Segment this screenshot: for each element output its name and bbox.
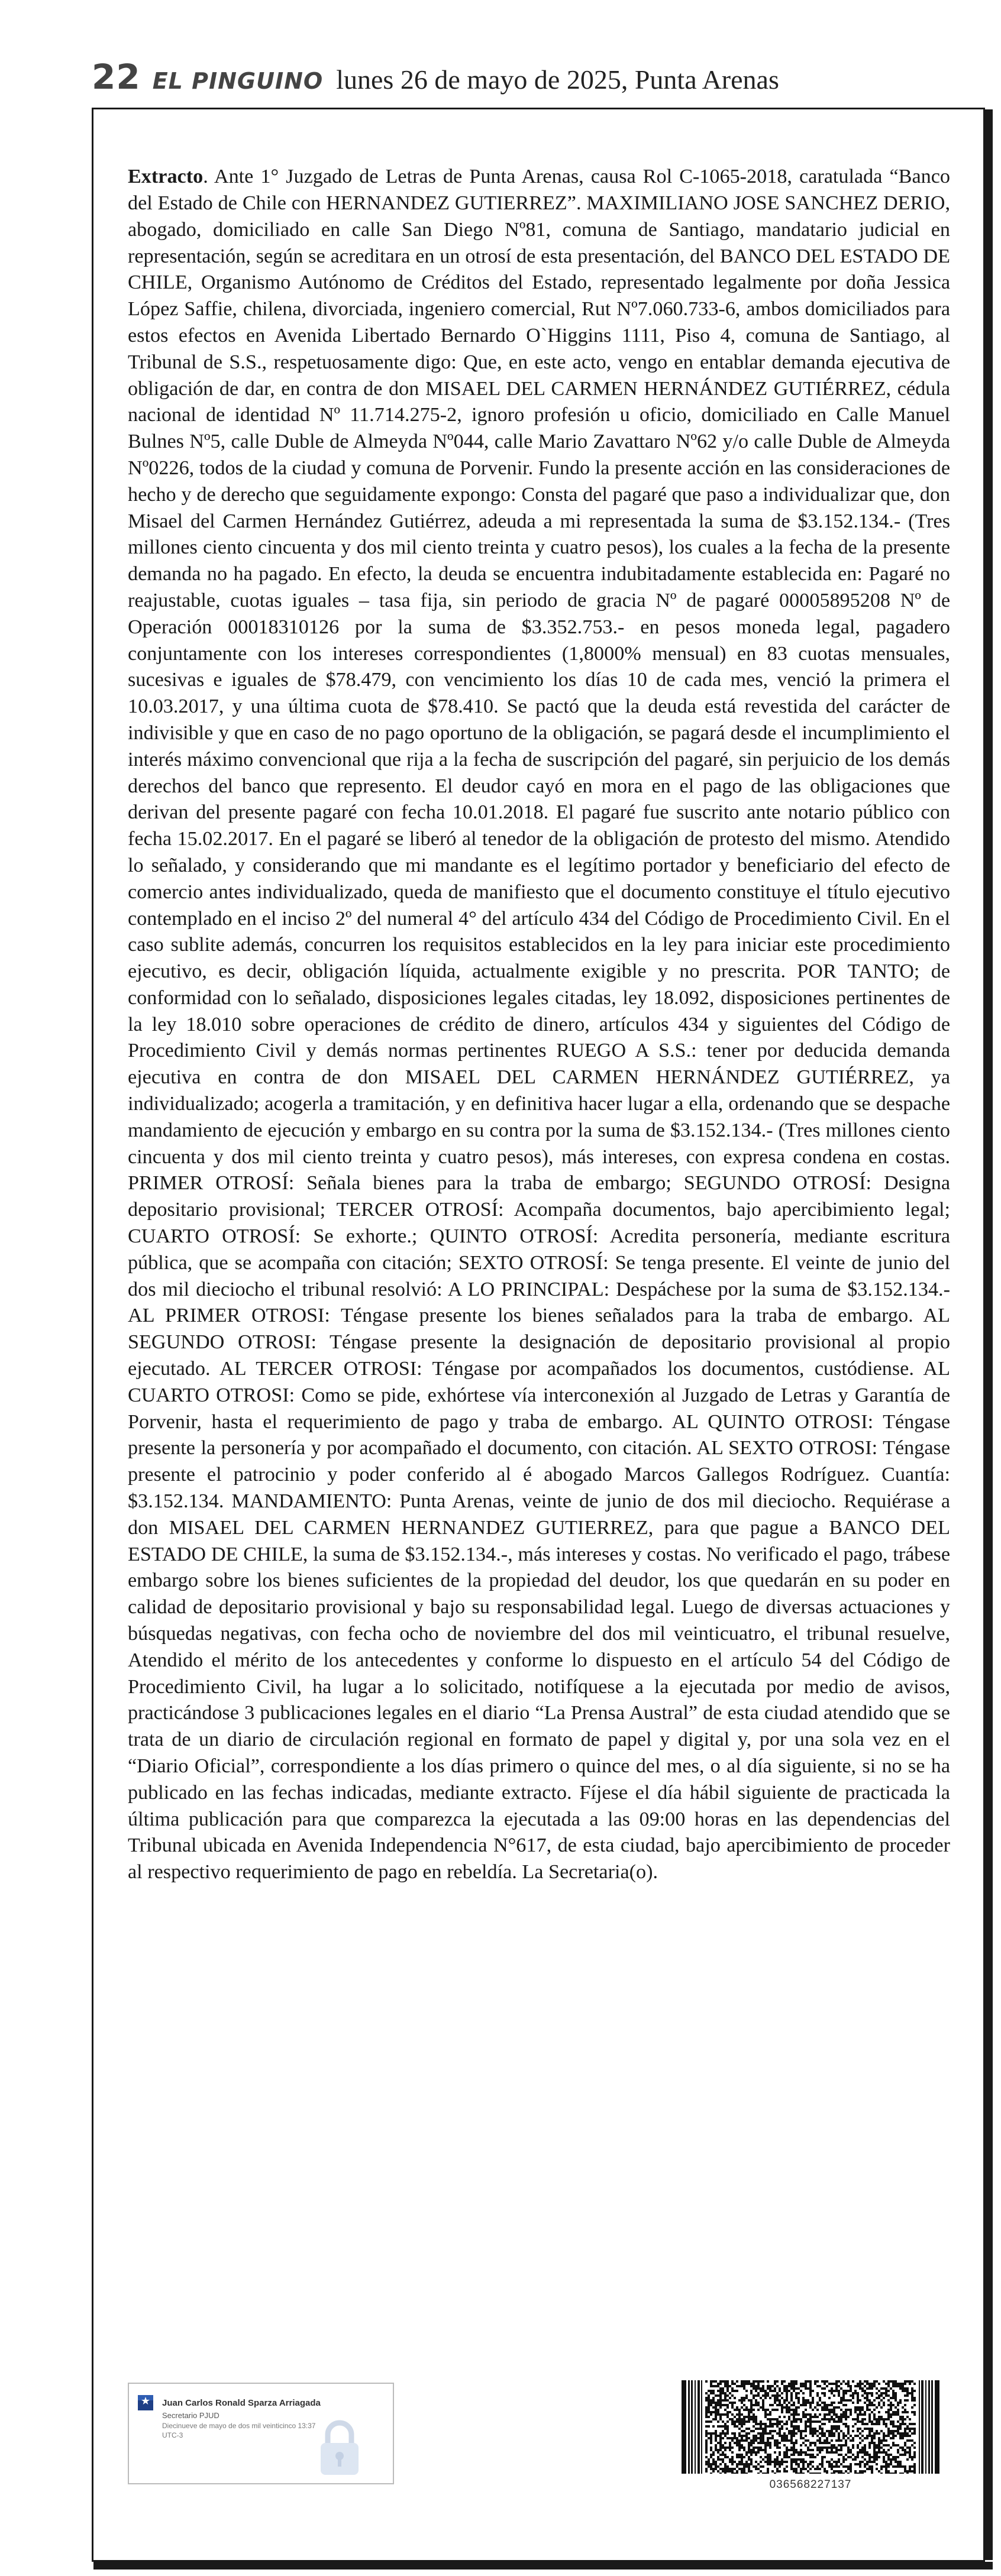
signer-name: Juan Carlos Ronald Sparza Arriagada — [162, 2398, 321, 2408]
newspaper-logo: EL PINGUINO — [152, 68, 324, 94]
signature-timezone: UTC-3 — [162, 2431, 183, 2439]
notice-body: . Ante 1° Juzgado de Letras de Punta Arenas, causa Rol C-1065-2018, caratulada “Banco del Estado de Chile con HERNANDEZ GUTIERREZ”. MAXIMILIANO JOSE SANCHEZ DERIO, abogado, domiciliado en calle San Diego Nº81, comuna de Santiago, mandatario judicial en representación, según se acreditara en un otrosí de esta presentación, del BANCO DEL ESTADO DE CHILE, Organismo Autónomo de Créditos del Estado, representado legalmente por doña Jessica López Saffie, chilena, divorciada, ingeniero comercial, Rut Nº7.060.733-6, ambos domiciliados para estos efectos en Avenida Libertado Bernardo O`Higgins 1111, Piso 4, comuna de Santiago, al Tribunal de S.S., respetuosamente digo: Que, en este acto, vengo en entablar demanda ejecutiva de obligación de dar, en contra de don MISAEL DEL CARMEN HERNÁNDEZ GUTIÉRREZ, cédula nacional de identidad Nº 11.714.275-2, ignoro profesión u oficio, domiciliado en Calle Manuel Bulnes Nº5, calle Duble de Almeyda Nº044, calle Mario Zavattaro Nº62 y/o calle Duble de Almeyda Nº0226, todos de la ciudad y comuna de Porvenir. Fundo la presente acción en las consideraciones de hecho y de derecho que seguidamente expongo: Consta del pagaré que paso a individualizar que, don Misael del Carmen Hernández Gutiérrez, adeuda a mi representada la suma de $3.152.134.- (Tres millones ciento cincuenta y dos mil ciento treinta y cuatro pesos), los cuales a la fecha de la presente demanda no ha pagado. En efecto, la deuda se encuentra indubitadamente establecida en: Pagaré no reajustable, cuotas iguales – tasa fija, sin periodo de gracia Nº de pagaré 00005895208 Nº de Operación 00018310126 por la suma de $3.352.753.- en pesos moneda legal, pagadero conjuntamente con los intereses correspondientes (1,8000% mensual) en 83 cuotas mensuales, sucesivas e iguales de $78.479, con vencimiento los días 10 de cada mes, venció la primera el 10.03.2017, y una última cuota de $78.410. Se pactó que la deuda está revestida del carácter de indivisible y que en caso de no pago oportuno de la obligación, se pagará desde el incumplimiento el interés máximo convencional que rija a la fecha de suscripción del pagaré, sin perjuicio de los demás derechos del banco que represento. El deudor cayó en mora en el pago de las obligaciones que derivan del presente pagaré con fecha 10.01.2018. El pagaré fue suscrito ante notario público con fecha 15.02.2017. En el pagaré se liberó al tenedor de la obligación de protesto del mismo. Atendido lo señalado, y considerando que mi mandante es el legítimo portador y beneficiario del efecto de comercio antes individualizado, queda de manifiesto que el documento constituye el título ejecutivo contemplado en el inciso 2º del numeral 4° del artículo 434 del Código de Procedimiento Civil. En el caso sublite además, concurren los requisitos establecidos en la ley para iniciar este procedimiento ejecutivo, es decir, obligación líquida, actualmente exigible y no prescrita. POR TANTO; de conformidad con lo señalado, disposiciones legales citadas, ley 18.092, disposiciones pertinentes de la ley 18.010 sobre operaciones de crédito de dinero, artículos 434 y siguientes del Código de Procedimiento Civil y demás normas pertinentes RUEGO A S.S.: tener por deducida demanda ejecutiva en contra de don MISAEL DEL CARMEN HERNÁNDEZ GUTIÉRREZ, ya individualizado; acogerla a tramitación, y en definitiva hacer lugar a ella, ordenando que se despache mandamiento de ejecución y embargo en su contra por la suma de $3.152.134.- (Tres millones ciento cincuenta y dos mil ciento treinta y cuatro pesos), más intereses, con expresa condena en costas. PRIMER OTROSÍ: Señala bienes para la traba de embargo; SEGUNDO OTROSÍ: Designa depositario provisional; TERCER OTROSÍ: Acompaña documentos, bajo apercibimiento legal; CUARTO OTROSÍ: Se exhorte.; QUINTO OTROSÍ: Acredita personería, mediante escritura pública, que se acompaña con citación; SEXTO OTROSÍ: Se tenga presente. El veinte de junio del dos mil dieciocho el tribunal resolvió: A LO PRINCIPAL: Despáchese por la suma de $3.152.134.- AL PRIMER OTROSI: Téngase presente los bienes señalados para la traba de embargo. AL SEGUNDO OTROSI: Téngase presente la designación de depositario provisional al propio ejecutado. AL TERCER OTROSI: Téngase por acompañados los documentos, custódiense. AL CUARTO OTROSI: Como se pide, exhórtese vía interconexión al Juzgado de Letras y Garantía de Porvenir, hasta el requerimiento de pago y traba de embargo. AL QUINTO OTROSI: Téngase presente la personería y por acompañado el documento, con citación. AL SEXTO OTROSI: Téngase presente el patrocinio y poder conferido al é abogado Marcos Gallegos Rodríguez. Cuantía: $3.152.134. MANDAMIENTO: Punta Arenas, veinte de junio de dos mil dieciocho. Requiérase a don MISAEL DEL CARMEN HERNANDEZ GUTIERREZ, para que pague a BANCO DEL ESTADO DE CHILE, la suma de $3.152.134.-, más intereses y costas. No verificado el pago, trábese embargo sobre los bienes suficientes de la propiedad del deudor, los que quedarán en su poder en calidad de depositario provisional y bajo su responsabilidad legal. Luego de diversas actuaciones y búsquedas negativas, con fecha ocho de noviembre del dos mil veinticuatro, el tribunal resuelve, Atendido el mérito de los antecedentes y conforme lo dispuesto en el artículo 54 del Código de Procedimiento Civil, ha lugar a lo solicitado, notifíquese a la ejecutada por medio de avisos, practicándose 3 publicaciones legales en el diario “La Prensa Austral” de esta ciudad atendido que se trata de un diario de circulación regional en formato de papel y digital y, por una sola vez en el “Diario Oficial”, correspondiente a los días primero o quince del mes, o al día siguiente, si no se ha publicado en las fechas indicadas, mediante extracto. Fíjese el día hábil siguiente de practicada la última publicación para que comparezca la ejecutada a las 09:00 horas en las dependencias del Tribunal ubicada en Avenida Independencia N°617, de esta ciudad, bajo apercibimiento de proceder al respectivo requerimiento de pago en rebeldía. La Secretaria(o). — [128, 166, 950, 1884]
legal-notice-box — [92, 108, 985, 2562]
page-number: 22 — [92, 57, 141, 97]
barcode-number: 036568227137 — [769, 2478, 852, 2491]
notice-text — [128, 164, 950, 1886]
issue-date: lunes 26 de mayo de 2025, Punta Arenas — [336, 64, 779, 95]
signer-role: Secretario PJUD — [162, 2411, 219, 2420]
verification-code — [682, 2380, 939, 2491]
barcode-icon — [682, 2380, 939, 2474]
padlock-watermark-icon — [317, 2418, 362, 2477]
notice-lead: Extracto — [128, 166, 204, 188]
pjud-emblem-icon — [137, 2394, 154, 2411]
page-header — [92, 57, 779, 101]
electronic-signature — [128, 2383, 394, 2484]
signature-date: Diecinueve de mayo de dos mil veinticinco 13:37 — [162, 2422, 316, 2430]
